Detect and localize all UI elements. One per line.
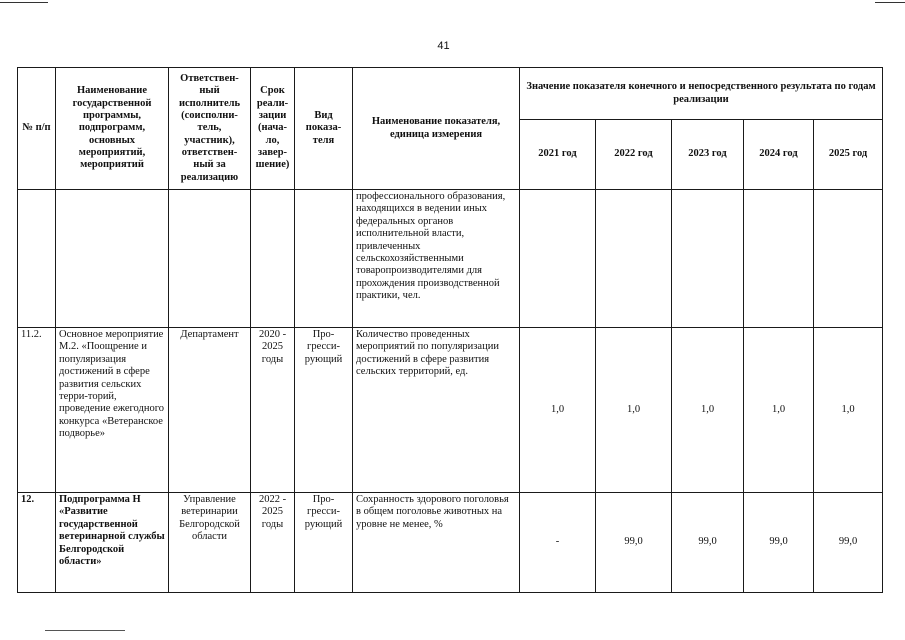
row-value: 1,0 (520, 328, 596, 493)
table-row (18, 190, 883, 328)
row-value: 99,0 (596, 493, 672, 593)
header-num: № п/п (18, 68, 56, 190)
row-value: 99,0 (672, 493, 744, 593)
bottom-rule (45, 630, 125, 631)
row-executor (169, 190, 251, 328)
row-indicator: Сохранность здорового поголовья в общем поголовье животных на уровне не менее, % (353, 493, 520, 593)
row-term (251, 190, 295, 328)
row-type: Про-гресси-рующий (295, 328, 353, 493)
header-term: Срок реали-зации (нача-ло, завер-шение) (251, 68, 295, 190)
indicators-table (17, 67, 883, 593)
row-num: 12. (18, 493, 56, 593)
row-executor: Департамент (169, 328, 251, 493)
row-type: Про-гресси-рующий (295, 493, 353, 593)
row-type (295, 190, 353, 328)
header-year: 2022 год (596, 120, 672, 190)
row-value (744, 190, 814, 328)
row-value: 99,0 (814, 493, 883, 593)
header-year: 2025 год (814, 120, 883, 190)
row-value (520, 190, 596, 328)
header-name: Наименование государственной программы, подпрограмм, основных мероприятий, мероприятий (56, 68, 169, 190)
top-rule-right (875, 2, 905, 3)
row-value (672, 190, 744, 328)
header-year: 2023 год (672, 120, 744, 190)
row-name: Основное мероприятие М.2. «Поощрение и популяризация достижений в сфере развития сельских терри-торий, проведение ежегодного конкурса «Ветеранское подворье» (56, 328, 169, 493)
header-executor: Ответствен-ный исполнитель (соисполни-тель, участник), ответствен-ный за реализацию (169, 68, 251, 190)
row-value (596, 190, 672, 328)
header-values-group: Значение показателя конечного и непосредственного результата по годам реализации (520, 68, 883, 120)
row-value: 1,0 (744, 328, 814, 493)
header-type: Вид показа-теля (295, 68, 353, 190)
row-name: Подпрограмма Н «Развитие государственной ветеринарной службы Белгородской области» (56, 493, 169, 593)
row-indicator: профессионального образования, находящихся в ведении иных федеральных органов исполнительной власти, привлеченных сельскохозяйственными товаропроизводителями для прохождения производственной практики, чел. (353, 190, 520, 328)
row-value: 1,0 (596, 328, 672, 493)
header-year: 2021 год (520, 120, 596, 190)
row-indicator: Количество проведенных мероприятий по популяризации достижений в сфере развития сельских территорий, ед. (353, 328, 520, 493)
row-value: 1,0 (814, 328, 883, 493)
row-num (18, 190, 56, 328)
header-row-top (18, 68, 883, 120)
row-term: 2022 - 2025 годы (251, 493, 295, 593)
row-value: - (520, 493, 596, 593)
row-value: 99,0 (744, 493, 814, 593)
page-number: 41 (437, 40, 450, 52)
row-name (56, 190, 169, 328)
table-row (18, 493, 883, 593)
row-term: 2020 - 2025 годы (251, 328, 295, 493)
row-num: 11.2. (18, 328, 56, 493)
header-indicator: Наименование показателя, единица измерения (353, 68, 520, 190)
row-value (814, 190, 883, 328)
top-rule-left (0, 2, 48, 3)
header-year: 2024 год (744, 120, 814, 190)
row-executor: Управление ветеринарии Белгородской области (169, 493, 251, 593)
row-value: 1,0 (672, 328, 744, 493)
table-row (18, 328, 883, 493)
